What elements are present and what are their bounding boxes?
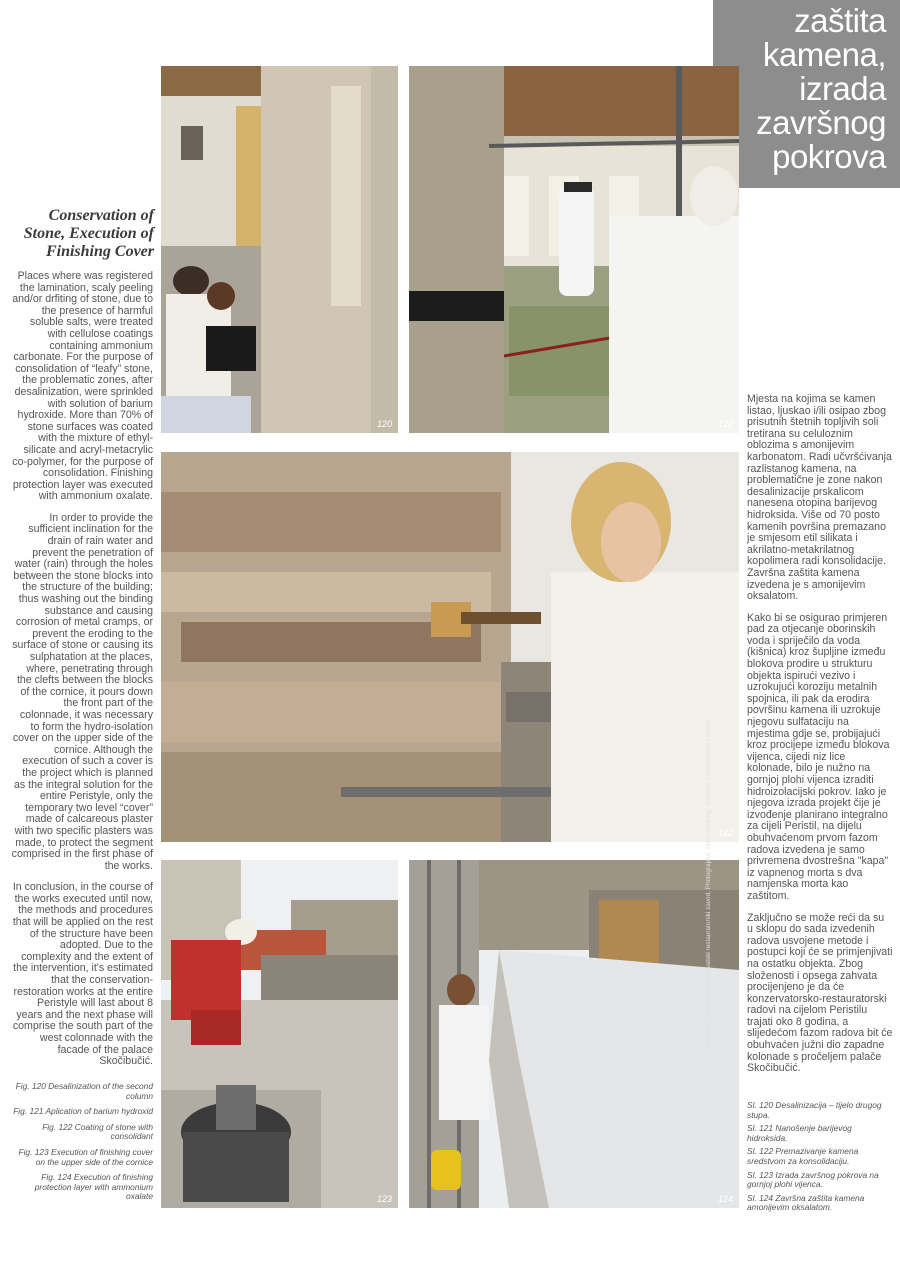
caption: Sl. 120 Desalinizacija – tijelo drugog stupa. (747, 1100, 882, 1120)
caption: Fig. 123 Execution of finishing cover on the upper side of the cornice (18, 1146, 153, 1167)
photo-123-image (161, 860, 398, 1208)
photo-credit-text: Fotografije: Zoran Alajbeg, Hrvatski restauratorski zavod, Photographs: Zoran Alajbeg, Croatian Conservation Institute (705, 718, 712, 1052)
figure-number: 123 (376, 1194, 392, 1204)
croatian-captions (747, 1101, 893, 1217)
english-heading-line: Finishing Cover (45, 243, 154, 260)
caption: Sl. 122 Premazivanje kamena sredstvom za konsolidaciju. (747, 1146, 859, 1166)
figure-number: 124 (717, 1194, 733, 1204)
caption: Fig. 121 Aplication of barium hydroxid (13, 1106, 153, 1117)
page-title (756, 4, 886, 174)
photo-122 (161, 452, 739, 842)
photo-120-image (161, 66, 398, 433)
croatian-body (747, 394, 893, 1085)
photo-credit (705, 718, 719, 1052)
caption: Sl. 124 Završna zaštita kamena amonijevim oksalatom. (747, 1192, 865, 1213)
figure-number: 120 (376, 419, 392, 429)
english-captions (10, 1082, 153, 1208)
english-heading (16, 207, 154, 261)
figure-number: 121 (717, 419, 733, 429)
caption: Fig. 124 Execution of finishing protection layer with ammonium oxalate (34, 1172, 153, 1202)
english-paragraph: In conclusion, in the course of the works executed until now, the methods and procedures that will be applied on the rest of the structure have been adopted. Due to the complexity and the extent of the intervention, it's estimated that the conservation-restoration works at the entire Peristyle will last about 8 years and the next phase will comprise the south part of the west colonnade with the facade of the palace Skočibučić. (12, 881, 153, 1068)
english-heading-line: Conservation of (48, 207, 154, 224)
title-line: završnog (756, 104, 886, 141)
title-line: kamena, (762, 36, 886, 73)
title-line: pokrova (772, 138, 886, 175)
croatian-paragraph: Kako bi se osigurao primjeren pad za otjecanje oborinskih voda i spriječilo da voda (kišnica) kroz šupljine između blokova prodire u strukturu objekta ispirući vezivo i uzrokujući koroziju metalnih spojnica, ili pak da erodira površinu kamena ili uzrokuje njegovu sulfataciju na mjestima gdje se, probijajući kroz procijepe između blokova vijenca, cijedi niz lice kolonade, bilo je nužno na gornjoj plohi vijenca izraditi hidroizolacijski pokrov. Iako je njegova izrada projekt čije je izvođenje planirano integralno za cijeli Peristil, na dijelu obuhvaćenom prvom fazom radova izvedena je samo privremena dvostrešna "kapa" iz vapnenog morta s dva namjenska morta kao zaštitom. (747, 611, 890, 902)
photo-121-image (409, 66, 739, 433)
caption: Sl. 123 Izrada završnog pokrova na gornjoj plohi vijenca. (747, 1169, 879, 1190)
caption: Fig. 120 Desalinization of the second column (15, 1081, 153, 1101)
english-heading-line: Stone, Execution of (23, 225, 154, 242)
photo-121 (409, 66, 739, 433)
photo-124 (409, 860, 739, 1208)
title-box (713, 0, 900, 188)
photo-122-image (161, 452, 739, 842)
caption: Sl. 121 Nanošenje barijevog hidroksida. (747, 1123, 852, 1143)
caption: Fig. 122 Coating of stone with consolidant (42, 1121, 153, 1142)
photo-120 (161, 66, 398, 433)
title-line: izrada (799, 70, 886, 107)
croatian-paragraph: Mjesta na kojima se kamen listao, ljuskao i/ili osipao zbog prisutnih štetnih topljivih soli tretirana su celuloznim oblozima s amonijevim karbonatom. Radi učvršćivanja razlistanog kamena, na problematične je zone nakon desalinizacije prskalicom nanesena otopina barijevog hidroksida. Više od 70 posto kamenih površina premazano je smjesom etil silikata i akrilatno-metakrilatnog kopolimera radi konsolidacije. Završna zaštita kamena izvedena je s amonijevim oksalatom. (747, 393, 892, 603)
figure-number: 122 (717, 828, 733, 838)
english-paragraph: In order to provide the sufficient inclination for the drain of rain water and prevent the penetration of water (rain) through the holes between the stone blocks into the structure of the building; thus washing out the binding substance and causing corrosion of metal cramps, or prevent the eroding to the surface of stone or causing its sulphatation at the places, where, penetrating through the clefts between the blocks of the cornice, it pours down the front part of the colonnade, it was necessary to form the hydro-isolation cover on the upper side of the cornice. Although the execution of such a cover is the project which is planned as the integral solution for the entire Peristyle, only the temporary two level “cover” made of calcareous plaster with two specific plasters was made, to protect the segment comprised in the first phase of the works. (11, 511, 153, 872)
title-line: zaštita (794, 2, 886, 39)
photo-123 (161, 860, 398, 1208)
english-body (10, 271, 153, 1078)
english-paragraph: Places where was registered the lamination, scaly peeling and/or drfiting of stone, due to the presence of harmful soluble salts, were treated with cellulose coatings containing ammonium carbonate. For the purpose of consolidation of “leafy” stone, the problematic zones, after desalinization, were sprinkled with solution of barium hydroxide. More than 70% of stone surfaces was coated with the mixture of ethyl-silicate and acryl-metacrylic co-polymer, for the purpose of consolidation. Finishing protection layer was executed with ammonium oxalate. (12, 270, 153, 503)
croatian-paragraph: Zaključno se može reći da su u sklopu do sada izvedenih radova usvojene metode i postupci koji će se primjenjivati na ostatku objekta. Zbog složenosti i opsega zahvata procijenjeno je da će konzervatorsko-restauratorski radovi na cijelom Peristilu trajati oko 8 godina, a slijedećom fazom radova bit će obuhvaćen južni dio zapadne kolonade s pročeljem palače Skočibučić. (747, 911, 893, 1075)
photo-124-image (409, 860, 739, 1208)
